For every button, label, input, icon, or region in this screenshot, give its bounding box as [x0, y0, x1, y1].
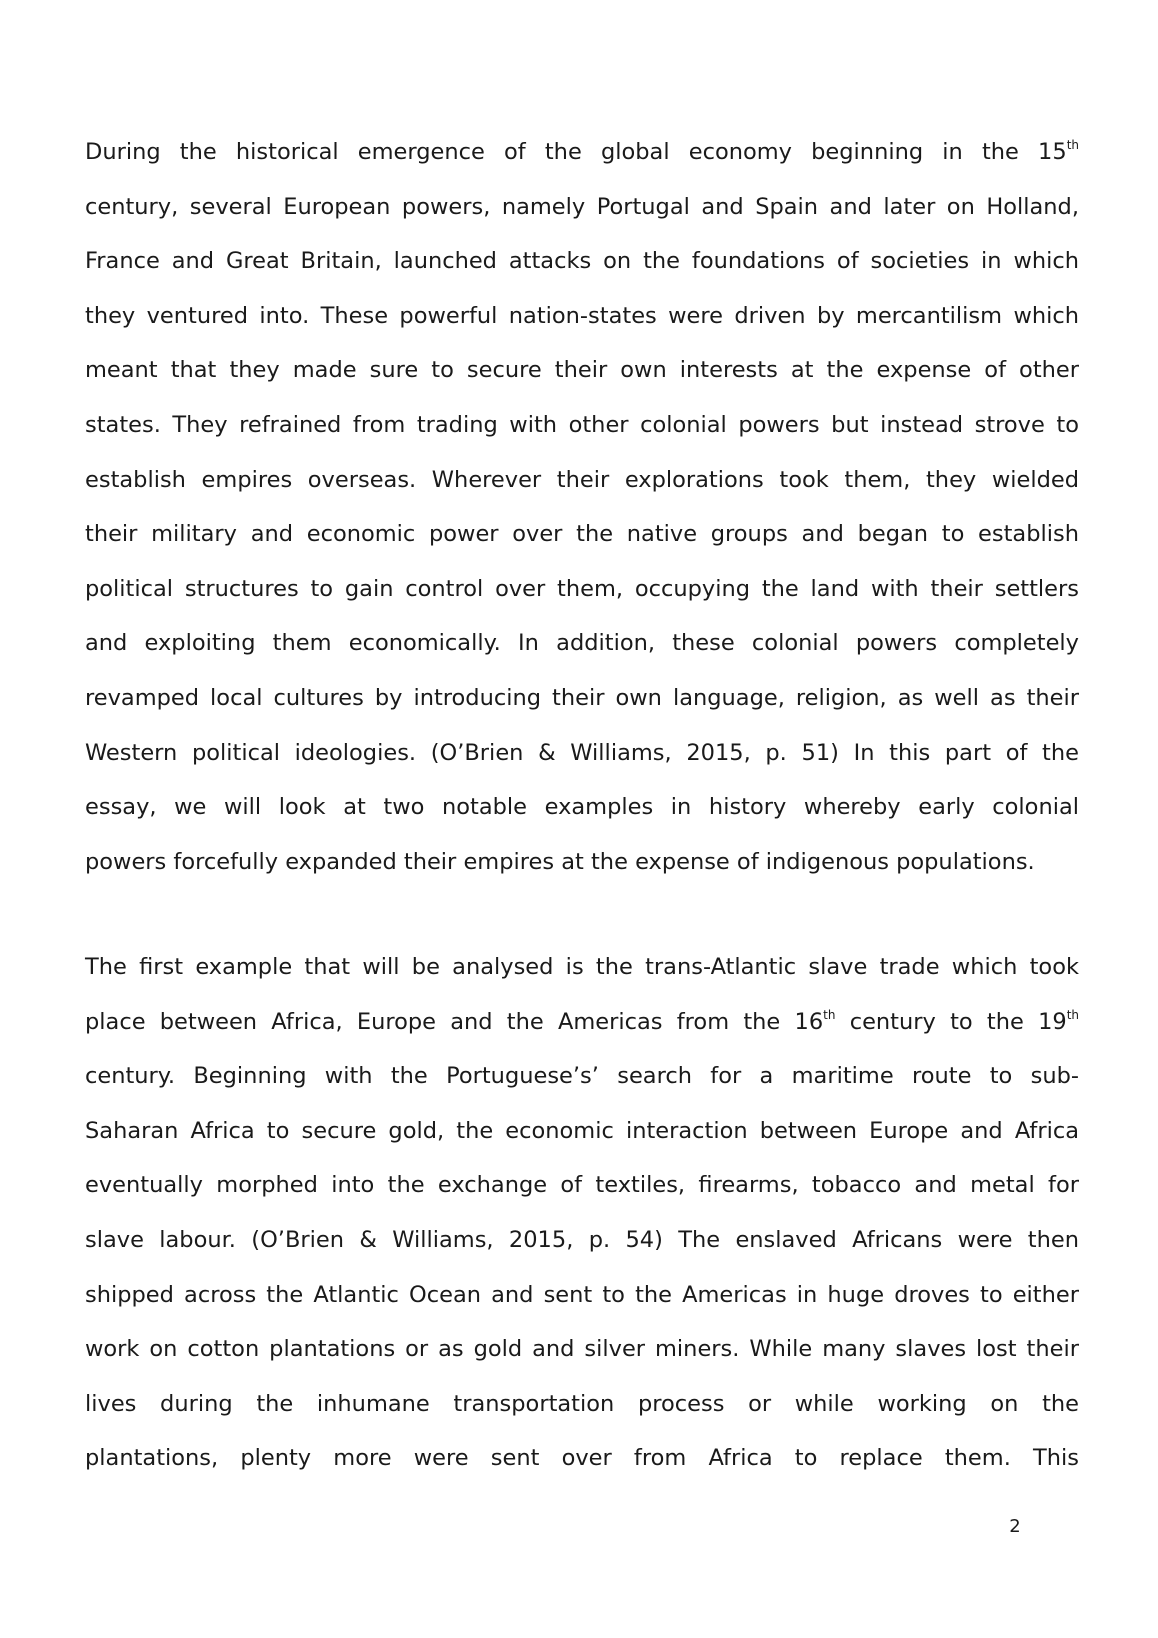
text-line: states. They refrained from trading with other colonial powers but instead strove to: [85, 411, 1079, 438]
text-line: meant that they made sure to secure their own interests at the expense of other: [85, 357, 1079, 384]
text-line: century. Beginning with the Portuguese’s’ search for a maritime route to sub-: [85, 1063, 1079, 1090]
text-line: Saharan Africa to secure gold, the economic interaction between Europe and Africa: [85, 1117, 1079, 1144]
text-line: establish empires overseas. Wherever their explorations took them, they wielded: [85, 466, 1079, 493]
text-line: powers forcefully expanded their empires at the expense of indigenous populations.: [85, 848, 1035, 875]
paragraph-2: [85, 940, 1079, 1486]
text-line: work on cotton plantations or as gold and silver miners. While many slaves lost their: [85, 1336, 1079, 1363]
text-line: century, several European powers, namely Portugal and Spain and later on Holland,: [85, 193, 1079, 220]
text-line: shipped across the Atlantic Ocean and sent to the Americas in huge droves to either: [85, 1281, 1079, 1308]
text-line: slave labour. (O’Brien & Williams, 2015, p. 54) The enslaved Africans were then: [85, 1226, 1079, 1253]
paragraph-1: [85, 125, 1079, 889]
ordinal-superscript: th: [1066, 138, 1079, 152]
text-line: revamped local cultures by introducing their own language, religion, as well as their: [85, 684, 1079, 711]
text-line: their military and economic power over the native groups and began to establish: [85, 521, 1079, 548]
ordinal-superscript: th: [1066, 1007, 1080, 1022]
text-line: lives during the inhumane transportation process or while working on the: [85, 1390, 1079, 1417]
ordinal-superscript: th: [823, 1007, 836, 1022]
text-line: eventually morphed into the exchange of textiles, firearms, tobacco and metal for: [85, 1172, 1079, 1199]
text-line: and exploiting them economically. In addition, these colonial powers completely: [85, 630, 1079, 657]
text-line: political structures to gain control over them, occupying the land with their settlers: [85, 575, 1079, 602]
page-number: 2: [1009, 1516, 1021, 1537]
text-line: place between Africa, Europe and the Americas from the 16th century to the 19th: [85, 1007, 1080, 1035]
text-line: Western political ideologies. (O’Brien & Williams, 2015, p. 51) In this part of the: [85, 739, 1079, 766]
text-line: plantations, plenty more were sent over from Africa to replace them. This: [85, 1445, 1079, 1472]
text-line: During the historical emergence of the global economy beginning in the 15th: [85, 138, 1079, 165]
text-line: France and Great Britain, launched attacks on the foundations of societies in which: [85, 248, 1079, 275]
text-line: The first example that will be analysed is the trans-Atlantic slave trade which took: [85, 954, 1079, 980]
text-line: essay, we will look at two notable examples in history whereby early colonial: [85, 794, 1079, 821]
text-line: they ventured into. These powerful nation-states were driven by mercantilism which: [85, 302, 1079, 329]
